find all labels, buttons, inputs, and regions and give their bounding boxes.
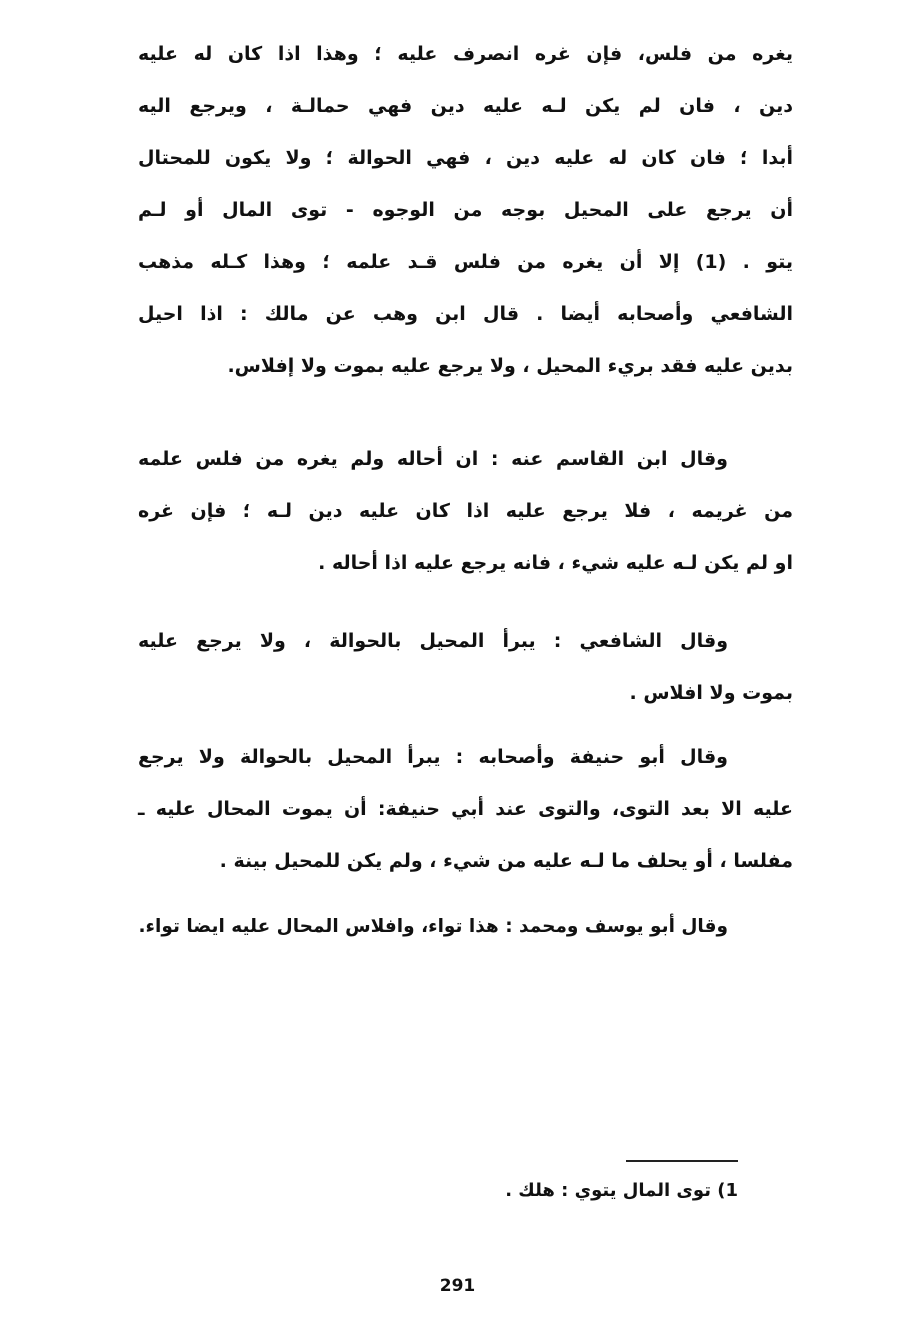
text-line: من غريمه ، فلا يرجع عليه اذا كان عليه دين لـه ؛ فإن غره	[138, 500, 793, 522]
paragraph-4	[138, 731, 793, 887]
paragraph-2	[138, 433, 793, 589]
body-text	[138, 615, 793, 719]
footnote-divider	[626, 1160, 738, 1162]
paragraph-5	[138, 901, 793, 953]
text-line: وقال الشافعي : يبرأ المحيل بالحوالة ، ولا يرجع عليه	[138, 630, 728, 652]
footnote: 1) توى المال يتوي : هلك .	[505, 1180, 738, 1201]
text-line: أن يرجع على المحيل بوجه من الوجوه - توى المال أو لـم	[138, 199, 793, 221]
paragraph-3	[138, 615, 793, 719]
paragraph-1	[138, 28, 793, 392]
body-text	[138, 28, 793, 392]
text-line: الشافعي وأصحابه أيضا . قال ابن وهب عن مالك : اذا احيل	[138, 303, 793, 325]
text-line: وقال ابن القاسم عنه : ان أحاله ولم يغره من فلس علمه	[138, 448, 728, 470]
text-line: بدين عليه فقد بريء المحيل ، ولا يرجع عليه بموت ولا إفلاس.	[227, 355, 793, 377]
text-line: وقال أبو يوسف ومحمد : هذا تواء، وافلاس المحال عليه ايضا تواء.	[138, 916, 728, 937]
text-line: دين ، فان لم يكن لـه عليه دين فهي حمالـة ، ويرجع اليه	[138, 95, 793, 117]
text-line: عليه الا بعد التوى، والتوى عند أبي حنيفة: أن يموت المحال عليه ـ	[138, 798, 793, 820]
body-text	[138, 901, 793, 953]
text-line: يتو . (1) إلا أن يغره من فلس قـد علمه ؛ وهذا كـله مذهب	[138, 251, 793, 273]
text-line: أبدا ؛ فان كان له عليه دين ، فهي الحوالة ؛ ولا يكون للمحتال	[138, 147, 793, 169]
text-line: مفلسا ، أو يحلف ما لـه عليه من شيء ، ولم يكن للمحيل بينة .	[219, 850, 793, 872]
text-line: يغره من فلس، فإن غره انصرف عليه ؛ وهذا اذا كان له عليه	[138, 43, 793, 65]
text-line: وقال أبو حنيفة وأصحابه : يبرأ المحيل بالحوالة ولا يرجع	[138, 746, 728, 768]
text-line: بموت ولا افلاس .	[629, 682, 793, 704]
body-text	[138, 731, 793, 887]
text-line: او لم يكن لـه عليه شيء ، فانه يرجع عليه اذا أحاله .	[318, 552, 793, 574]
page-number: 291	[439, 1276, 476, 1296]
body-text	[138, 433, 793, 589]
